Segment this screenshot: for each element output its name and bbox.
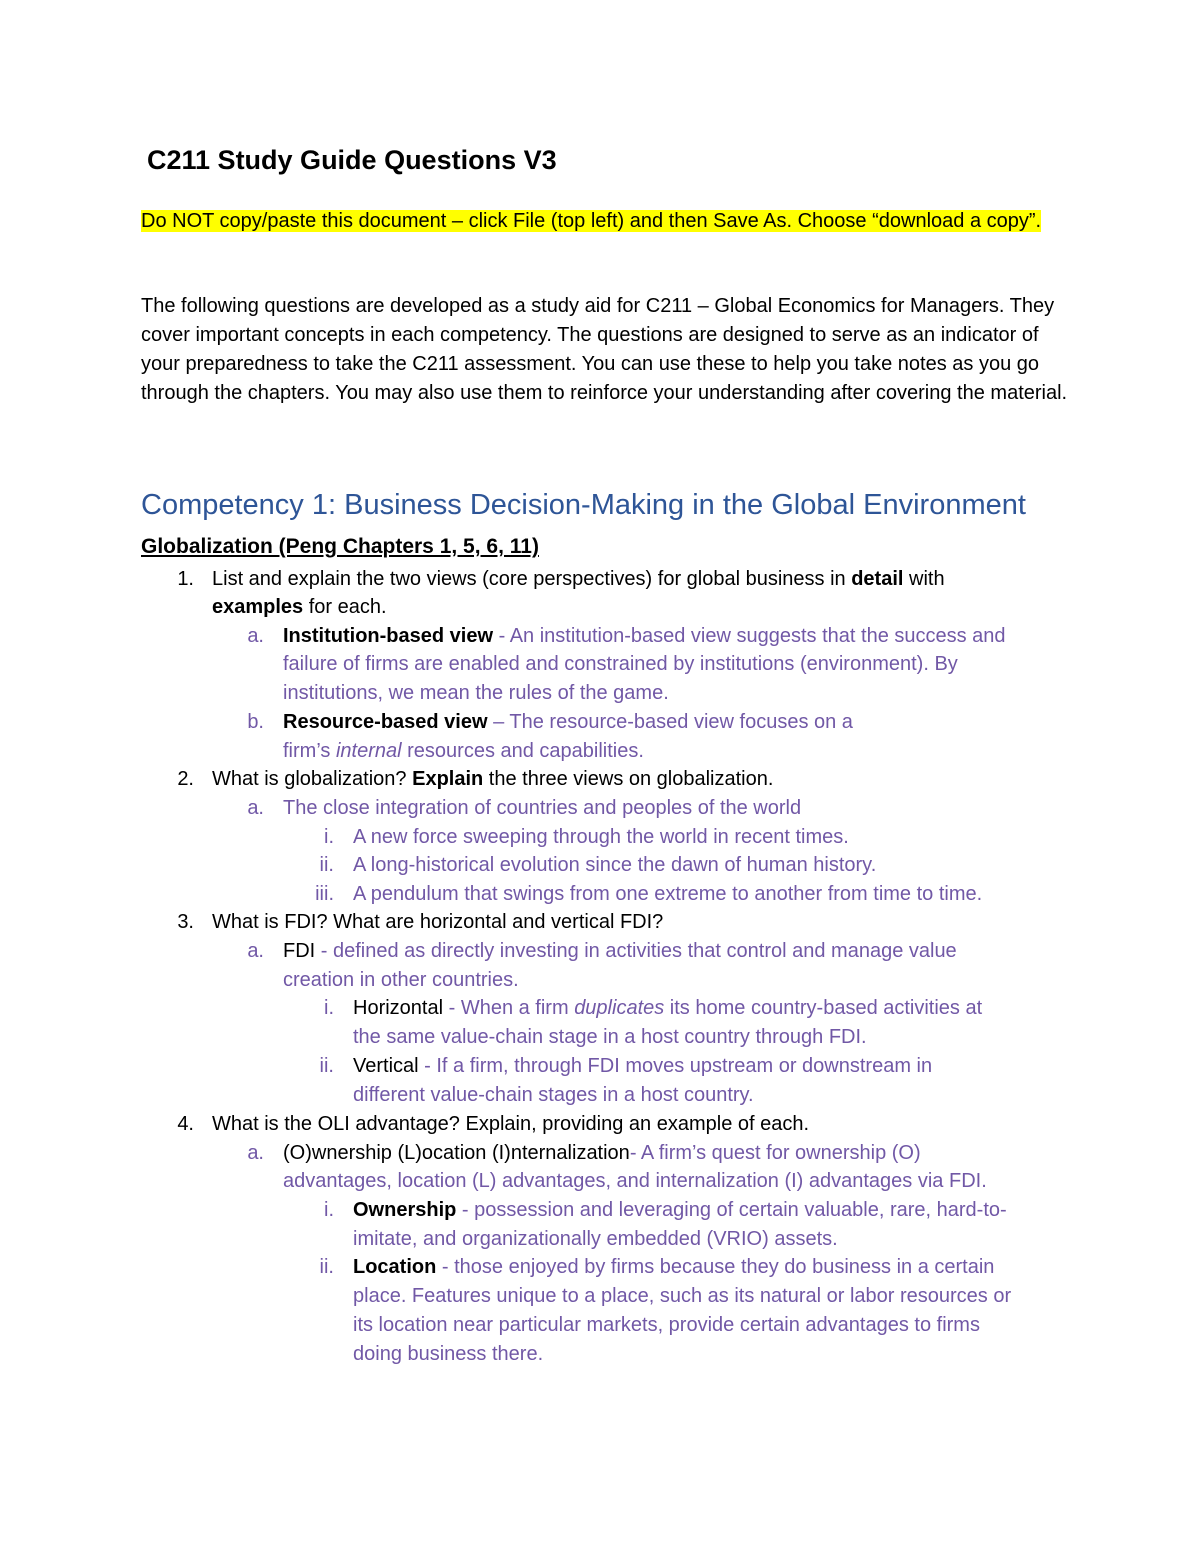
q3ii-answer: Vertical - If a firm, through FDI moves upstream or downstream in [353, 1055, 933, 1077]
q1-marker: 1. [177, 568, 194, 590]
q3i-answer: Horizontal - When a firm duplicates its home country-based activities at [353, 997, 983, 1019]
q3i-answer-line2: the same value-chain stage in a host country through FDI. [353, 1026, 867, 1048]
q4i-answer: Ownership - possession and leveraging of certain valuable, rare, hard-to- [353, 1199, 1007, 1221]
document-title: C211 Study Guide Questions V3 [147, 145, 557, 175]
q1-text-cont: examples for each. [212, 596, 387, 618]
q4-text: What is the OLI advantage? Explain, providing an example of each. [212, 1113, 810, 1135]
q3ii-answer-line2: different value-chain stages in a host country. [353, 1084, 754, 1106]
q4-marker: 4. [177, 1113, 194, 1135]
q3a-marker: a. [247, 940, 264, 962]
q2i-marker: i. [324, 826, 334, 848]
q4ii-answer-line3: its location near particular markets, provide certain advantages to firms [353, 1314, 980, 1336]
q4i-answer-line2: imitate, and organizationally embedded (VRIO) assets. [353, 1228, 838, 1250]
q3i-marker: i. [324, 997, 334, 1019]
q2iii-marker: iii. [315, 883, 334, 905]
q3-text: What is FDI? What are horizontal and vertical FDI? [212, 911, 664, 933]
copy-warning-banner: Do NOT copy/paste this document – click File (top left) and then Save As. Choose “download a copy”. [141, 210, 1042, 232]
q3a-answer: FDI - defined as directly investing in activities that control and manage value [283, 940, 957, 962]
q1-text: List and explain the two views (core perspectives) for global business in detail with [212, 568, 945, 590]
q1b-answer: Resource-based view – The resource-based view focuses on a [283, 711, 853, 733]
q2-marker: 2. [177, 768, 194, 790]
q4ii-answer-line4: doing business there. [353, 1343, 544, 1365]
q2a-answer: The close integration of countries and peoples of the world [283, 797, 802, 819]
q4a-answer: (O)wnership (L)ocation (I)nternalization- A firm’s quest for ownership (O) [283, 1142, 921, 1164]
q1a-answer-line3: institutions, we mean the rules of the game. [283, 682, 669, 704]
q3-marker: 3. [177, 911, 194, 933]
q1a-answer-line2: failure of firms are enabled and constrained by institutions (environment). By [283, 653, 958, 675]
section-heading: Globalization (Peng Chapters 1, 5, 6, 11) [141, 535, 539, 558]
q1a-marker: a. [247, 625, 264, 647]
q2iii-answer: A pendulum that swings from one extreme to another from time to time. [353, 883, 983, 905]
competency-heading: Competency 1: Business Decision-Making in the Global Environment [141, 489, 1026, 521]
q1a-answer: Institution-based view - An institution-based view suggests that the success and [283, 625, 1006, 647]
q4a-marker: a. [247, 1142, 264, 1164]
q2i-answer: A new force sweeping through the world in recent times. [353, 826, 849, 848]
q2-text: What is globalization? Explain the three views on globalization. [212, 768, 774, 790]
q3a-answer-line2: creation in other countries. [283, 969, 519, 991]
q4a-answer-line2: advantages, location (L) advantages, and internalization (I) advantages via FDI. [283, 1170, 987, 1192]
q1b-marker: b. [247, 711, 264, 733]
q4ii-answer-line2: place. Features unique to a place, such as its natural or labor resources or [353, 1285, 1012, 1307]
intro-paragraph: The following questions are developed as a study aid for C211 – Global Economics for Managers. They cover important concepts in each competency. The questions are designed to serve as an indicator of your preparedness to take the C211 assessment. You can use these to help you take notes as you go through the chapters. You may also use them to reinforce your understanding after covering the material. [141, 295, 1068, 404]
q4ii-answer: Location - those enjoyed by firms because they do business in a certain [353, 1256, 995, 1278]
q4ii-marker: ii. [319, 1256, 334, 1278]
q3ii-marker: ii. [319, 1055, 334, 1077]
q2a-marker: a. [247, 797, 264, 819]
q1b-answer-line2: firm’s internal resources and capabilities. [283, 740, 644, 762]
q2ii-answer: A long-historical evolution since the dawn of human history. [353, 854, 877, 876]
q2ii-marker: ii. [319, 854, 334, 876]
q4i-marker: i. [324, 1199, 334, 1221]
